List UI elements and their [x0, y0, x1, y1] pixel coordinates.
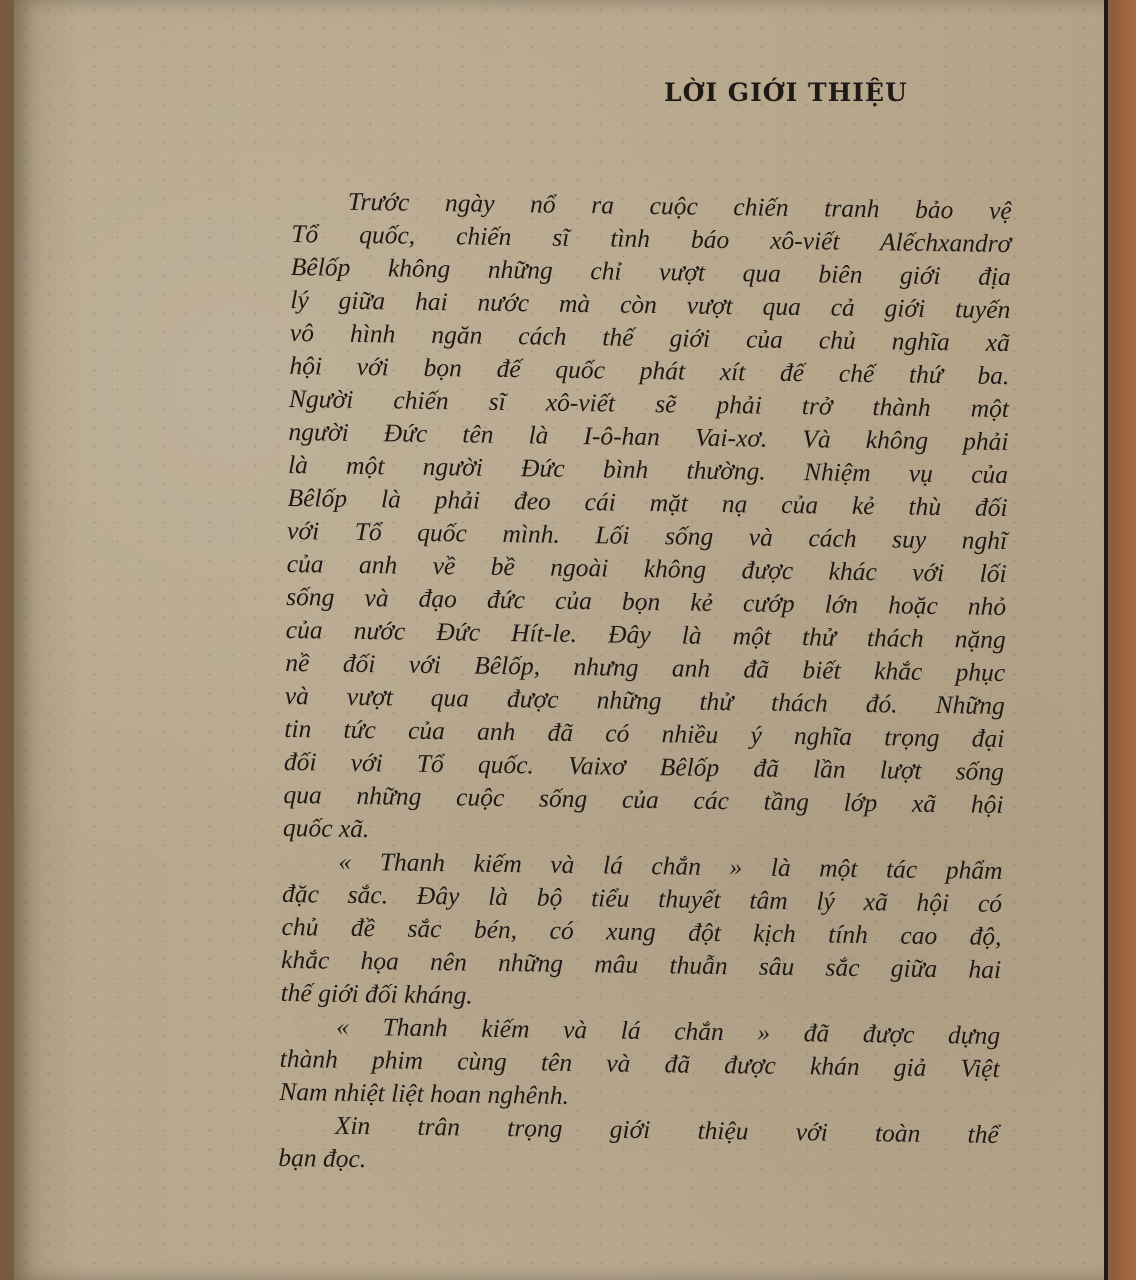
text-line: thành phim cùng tên và đã được khán giả Việt: [279, 1043, 1000, 1083]
text-line: chủ đề sắc bén, có xung đột kịch tính cao độ,: [281, 911, 1002, 951]
text-line: đối với Tổ quốc. Vaixơ Bêlốp đã lần lượt sống: [283, 746, 1005, 786]
background-surface: [1108, 0, 1136, 1280]
text-line: của nước Đức Hít-le. Đây là một thử thách nặng: [285, 614, 1006, 655]
text-line: khắc họa nên những mâu thuẫn sâu sắc giữa hai: [280, 944, 1002, 984]
paragraph: [280, 844, 1002, 1019]
text-line: qua những cuộc sống của các tầng lớp xã hội: [283, 779, 1004, 819]
text-line: « Thanh kiếm và lá chắn » đã được dựng: [336, 1011, 1001, 1050]
text-line: và vượt qua được những thử thách đó. Những: [284, 680, 1005, 721]
text-line: là một người Đức bình thường. Nhiệm vụ của: [287, 449, 1009, 490]
text-line: tin tức của anh đã có nhiều ý nghĩa trọng đại: [284, 713, 1005, 753]
text-line: Bêlốp không những chỉ vượt qua biên giới địa: [290, 251, 1011, 292]
text-line: quốc xã.: [282, 812, 370, 844]
text-line: sống và đạo đức của bọn kẻ cướp lớn hoặc nhỏ: [286, 581, 1007, 622]
text-line: Trước ngày nổ ra cuộc chiến tranh bảo vệ: [347, 186, 1012, 226]
text-line: Nam nhiệt liệt hoan nghênh.: [279, 1076, 570, 1110]
page-title: LỜI GIỚI THIỆU: [664, 78, 908, 107]
text-line: « Thanh kiếm và lá chắn » là một tác phẩm: [338, 846, 1003, 885]
text-line: người Đức tên là I-ô-han Vai-xơ. Và không phải: [288, 416, 1009, 457]
text-line: đặc sắc. Đây là bộ tiểu thuyết tâm lý xã hội có: [281, 878, 1003, 918]
text-line: Người chiến sĩ xô-viết sẽ phải trở thành một: [288, 383, 1010, 424]
paragraph: [278, 1108, 999, 1184]
body-text: [278, 184, 1012, 1184]
text-line: Tổ quốc, chiến sĩ tình báo xô-viết Alếchxandrơ: [291, 218, 1012, 259]
paragraph: [283, 184, 1012, 854]
text-line: bạn đọc.: [278, 1142, 367, 1174]
text-line: lý giữa hai nước mà còn vượt qua cả giới tuyến: [290, 284, 1011, 325]
text-line: vô hình ngăn cách thế giới của chủ nghĩa xã: [289, 317, 1011, 358]
paragraph: [279, 1009, 1000, 1118]
text-line: của anh về bề ngoài không được khác với lối: [286, 548, 1007, 589]
text-line: Xin trân trọng giới thiệu với toàn thể: [334, 1110, 1000, 1149]
text-line: thế giới đối kháng.: [280, 977, 473, 1010]
text-line: hội với bọn đế quốc phát xít đế chế thứ ba.: [289, 350, 1010, 391]
text-line: với Tổ quốc mình. Lối sống và cách suy nghĩ: [286, 515, 1008, 556]
text-line: Bêlốp là phải đeo cái mặt nạ của kẻ thù đối: [287, 482, 1008, 523]
text-line: nề đối với Bêlốp, nhưng anh đã biết khắc phục: [285, 647, 1006, 688]
